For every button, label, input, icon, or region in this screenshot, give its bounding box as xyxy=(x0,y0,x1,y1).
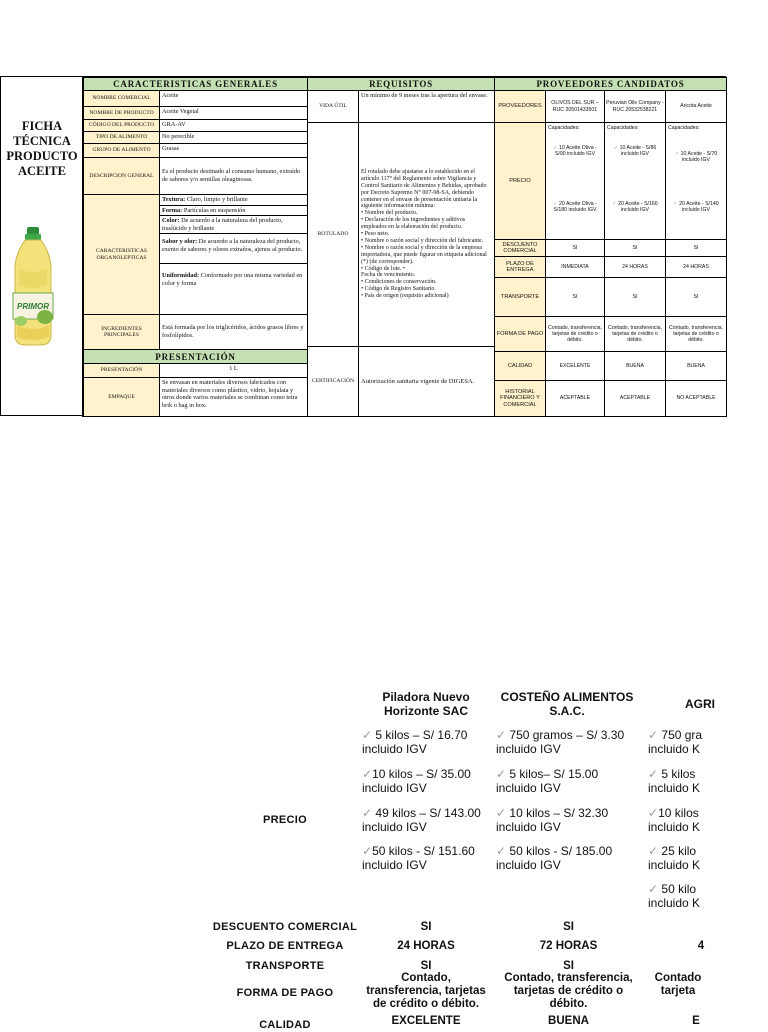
calidad-2: BUENA xyxy=(604,351,666,381)
zoom-col3-price-5: 50 kilo incluido K xyxy=(648,882,701,910)
textura-value: Claro, limpio y brillante xyxy=(185,196,248,203)
capacidades-label-3: Capacidades: xyxy=(668,125,700,131)
zoom-calidad-3: E xyxy=(692,1015,700,1027)
check-icon: ✓ xyxy=(496,844,507,858)
calidad-3: BUENA xyxy=(665,351,727,381)
pago-1: Contado, transferencia, tarjetas de crédito o débito. xyxy=(545,316,605,352)
zoom-transporte-label: TRANSPORTE xyxy=(245,960,325,972)
title-block xyxy=(1,77,83,417)
value-presentacion: 1 L xyxy=(159,363,308,378)
plazo-3: 24 HORAS xyxy=(665,256,727,278)
uniformidad-value: Conformado por una misma variedad en color y forma xyxy=(162,272,303,287)
pago-3: Contado, transferencia, tarjetas de crédito o débito. xyxy=(665,316,727,352)
header-caracteristicas-generales: CARACTERISTICAS GENERALES xyxy=(83,77,308,91)
label-plazo: PLAZO DE ENTREGA xyxy=(494,256,546,278)
zoom-col1-price-2: 10 kilos – S/ 35.00 incluido IGV xyxy=(362,767,471,795)
forma-value: Partículas en suspensión xyxy=(182,206,246,214)
zoom-pago-label: FORMA DE PAGO xyxy=(236,987,334,999)
precio-1a: 10 Aceite Oliva - S/90 incluido IGV xyxy=(554,145,597,158)
header-presentacion: PRESENTACIÓN xyxy=(83,349,308,364)
transporte-3: SI xyxy=(665,277,727,317)
pago-2: Contado, transferencia, tarjetas de crédito o débito. xyxy=(604,316,666,352)
bottle-brand-text: PRIMOR xyxy=(17,302,49,311)
value-nombre-comercial: Aceite xyxy=(159,90,308,107)
label-nombre-producto: NOMBRE DE PRODUCTO xyxy=(83,106,160,120)
label-transporte: TRANSPORTE xyxy=(494,277,546,317)
historial-3: NO ACEPTABLE xyxy=(665,380,727,417)
color-value: De acuerdo a la naturaleza del producto, traslúcido y brillante xyxy=(162,217,283,232)
check-icon: ✓ xyxy=(674,151,680,157)
label-calidad: CALIDAD xyxy=(494,351,546,381)
precio-proveedor-2 xyxy=(604,122,666,240)
label-organolepticas: CARACTERISTICAS ORGANOLEPTICAS xyxy=(83,194,160,315)
zoom-pago-3: Contado tarjeta xyxy=(654,972,702,997)
descuento-2: SI xyxy=(604,239,666,257)
check-icon: ✓ xyxy=(553,145,558,151)
zoom-descuento-2: SI xyxy=(563,921,574,933)
zoom-col2-price-2: 5 kilos– S/ 15.00 incluido IGV xyxy=(496,767,599,795)
value-certificacion: Autorización sanitaria vigente de DIGESA. xyxy=(358,346,495,417)
check-icon: ✓ xyxy=(496,767,507,781)
historial-1: ACEPTABLE xyxy=(545,380,605,417)
plazo-1: INMEDIATA xyxy=(545,256,605,278)
label-historial: HISTORIAL FINANCIERO Y COMERCIAL xyxy=(494,380,546,417)
label-ingredientes: INGREDIENTES PRINCIPALES xyxy=(83,314,160,350)
value-vida-util: Un mínimo de 9 meses tras la apertura del envase. xyxy=(358,90,495,123)
plazo-2: 24 HORAS xyxy=(604,256,666,278)
proveedor-3-name: Aricota Aceite xyxy=(665,90,727,123)
value-rotulado: El rotulado debe ajustarse a lo establecido en el artículo 117° del Reglamento sobre Vigilancia y Control Sanitario de Alimentos y Bebidas, aprobado por Decreto Supremo N° 007-98-SA, debiendo contener en el envase de presentación unitaria la siguiente información mínima: • Nombre del producto. • Declaración de los ingredientes y aditivos empleados en la elaboración del producto. • Peso neto. • Nombre o razón social y dirección del fabricante. • Nombre o razón social y dirección de la empresa importadora, que puede figurar en etiqueta adicional (*) (de corresponder). • Código de lote. • Fecha de vencimiento. • Condiciones de conservación. • Código de Registro Sanitario. • País de origen (requisito adicional) xyxy=(358,122,495,347)
capacidades-label-2: Capacidades: xyxy=(607,125,639,131)
value-nombre-producto: Aceite Vegetal xyxy=(159,106,308,120)
oil-bottle-image xyxy=(3,225,63,347)
transporte-1: SI xyxy=(545,277,605,317)
ficha-title: FICHA TÉCNICA PRODUCTO ACEITE xyxy=(6,119,78,178)
zoom-transporte-2: SI xyxy=(563,960,574,972)
zoom-col3-price-1: 750 gra incluido K xyxy=(648,728,703,756)
zoom-plazo-3: 4 xyxy=(697,940,705,952)
label-tipo-alimento: TIPO DE ALIMENTO xyxy=(83,131,160,144)
check-icon: ✓ xyxy=(673,201,678,207)
precio-3b: 20 Aceite - S/140 incluido IGV xyxy=(679,201,719,214)
precio-3a: 10 Aceite - S/70 incluido IGV xyxy=(680,151,718,164)
zoom-pago-2: Contado, transferencia, tarjetas de crédito o débito. xyxy=(504,972,633,1010)
label-descripcion-general: DESCRIPCION GENERAL xyxy=(83,157,160,195)
transporte-2: SI xyxy=(604,277,666,317)
label-forma-pago: FORMA DE PAGO xyxy=(494,316,546,352)
header-proveedores-candidatos: PROVEEDORES CANDIDATOS xyxy=(494,77,727,91)
value-tipo-alimento: No perecible xyxy=(159,131,308,144)
value-descripcion-general: Es el producto destinado al consumo humano, extraído de sabores y/o semillas oleaginosas. xyxy=(159,157,308,195)
label-rotulado: ROTULADO xyxy=(307,122,359,347)
value-empaque: Se envasan en materiales diversos fabricados con materiales diversos como plástico, vidrio, hojalata y otros donde varios materiales se combinan como tetra brik o bag in box. xyxy=(159,377,308,417)
check-icon: ✓ xyxy=(612,201,617,207)
check-icon: ✓ xyxy=(362,728,373,742)
check-icon: ✓ xyxy=(648,882,659,896)
value-ingredientes: Está formada por los triglicéridos, ácidos grasos libres y fosfolípidos. xyxy=(159,314,308,350)
check-icon: ✓ xyxy=(553,201,558,207)
label-precio: PRECIO xyxy=(494,122,546,240)
zoom-col2-price-1: 750 gramos – S/ 3.30 incluido IGV xyxy=(496,728,625,756)
color-key: Color: xyxy=(162,217,180,225)
zoom-descuento-1: SI xyxy=(420,921,432,933)
zoom-col3-header: AGRI xyxy=(685,697,715,711)
check-icon: ✓ xyxy=(496,806,507,820)
zoom-col1-price-3: 49 kilos – S/ 143.00 incluido IGV xyxy=(362,806,481,834)
check-icon: ✓ xyxy=(648,806,659,820)
check-icon: ✓ xyxy=(496,728,507,742)
value-grupo-alimento: Grasas xyxy=(159,143,308,158)
zoom-plazo-label: PLAZO DE ENTREGA xyxy=(226,940,344,952)
check-icon: ✓ xyxy=(362,767,373,781)
proveedor-1-name: OLIVOS DEL SUR – RUC 20501433501 xyxy=(545,90,605,123)
zoom-plazo-2: 72 HORAS xyxy=(539,940,598,952)
precio-2a: 10 Aceite - S/86 incluido IGV xyxy=(619,145,657,158)
zoom-col3-price-4: 25 kilo incluido K xyxy=(648,844,701,872)
capacidades-label-1: Capacidades: xyxy=(548,125,580,131)
label-vida-util: VIDA ÚTIL xyxy=(307,90,359,123)
zoom-col1-header: Piladora Nuevo Horizonte SAC xyxy=(382,690,470,718)
zoom-plazo-1: 24 HORAS xyxy=(397,940,455,952)
zoom-precio-label: PRECIO xyxy=(263,814,307,826)
uniformidad-key: Uniformidad: xyxy=(162,272,200,280)
label-certificacion: CERTIFICACIÓN xyxy=(307,346,359,417)
value-organolepticas xyxy=(159,194,308,315)
proveedores-detail-table xyxy=(0,680,768,1031)
label-empaque: EMPAQUE xyxy=(83,377,160,417)
zoom-pago-1: Contado, transferencia, tarjetas de crédito o débito. xyxy=(366,972,486,1010)
sabor-key: Sabor y olor: xyxy=(162,238,198,246)
zoom-col1-price-4: 50 kilos - S/ 151.60 incluido IGV xyxy=(362,844,475,872)
value-codigo-producto: GRA-AV xyxy=(159,119,308,132)
proveedor-2-name: Peruvian Oils Company - RUC 20532538221 xyxy=(604,90,666,123)
check-icon: ✓ xyxy=(613,145,619,151)
precio-2b: 20 Aceite - S/160 incluido IGV xyxy=(618,201,658,214)
check-icon: ✓ xyxy=(362,844,373,858)
check-icon: ✓ xyxy=(648,728,659,742)
zoom-descuento-label: DESCUENTO COMERCIAL xyxy=(212,921,358,933)
label-presentacion: PRESENTACIÓN xyxy=(83,363,160,378)
label-codigo-producto: CÓDIGO DEL PRODUCTO xyxy=(83,119,160,132)
zoom-col2-header: COSTEÑO ALIMENTOS S.A.C. xyxy=(500,690,634,718)
historial-2: ACEPTABLE xyxy=(604,380,666,417)
zoom-col1-price-1: 5 kilos – S/ 16.70 incluido IGV xyxy=(362,728,468,756)
header-requisitos: REQUISITOS xyxy=(307,77,495,91)
descuento-3: SI xyxy=(665,239,727,257)
zoom-col3-price-3: 10 kilos incluido K xyxy=(648,806,701,834)
ficha-tecnica-table xyxy=(0,76,726,416)
zoom-col2-price-3: 10 kilos – S/ 32.30 incluido IGV xyxy=(496,806,609,834)
descuento-1: SI xyxy=(545,239,605,257)
textura-key: Textura: xyxy=(162,196,186,203)
zoom-calidad-1: EXCELENTE xyxy=(391,1015,461,1027)
label-grupo-alimento: GRUPO DE ALIMENTO xyxy=(83,143,160,158)
zoom-transporte-1: SI xyxy=(420,960,432,972)
zoom-calidad-2: BUENA xyxy=(548,1015,589,1027)
zoom-col3-price-2: 5 kilos incluido K xyxy=(648,767,701,795)
forma-key: Forma: xyxy=(162,206,183,214)
label-nombre-comercial: NOMBRE COMERCIAL xyxy=(83,90,160,107)
precio-proveedor-3 xyxy=(665,122,727,240)
check-icon: ✓ xyxy=(648,767,659,781)
zoom-calidad-label: CALIDAD xyxy=(259,1019,311,1031)
zoom-col2-price-4: 50 kilos - S/ 185.00 incluido IGV xyxy=(496,844,613,872)
check-icon: ✓ xyxy=(648,844,659,858)
label-descuento: DESCUENTO COMERCIAL xyxy=(494,239,546,257)
precio-proveedor-1 xyxy=(545,122,605,240)
precio-1b: 20 Aceite Oliva - S/180 incluido IGV xyxy=(553,201,597,214)
check-icon: ✓ xyxy=(362,806,373,820)
label-proveedores: PROVEEDORES xyxy=(494,90,546,123)
calidad-1: EXCELENTE xyxy=(545,351,605,381)
sabor-value: De acuerdo a la naturaleza del producto, exento de sabores y olores extraños, ajenos al producto. xyxy=(162,238,303,253)
